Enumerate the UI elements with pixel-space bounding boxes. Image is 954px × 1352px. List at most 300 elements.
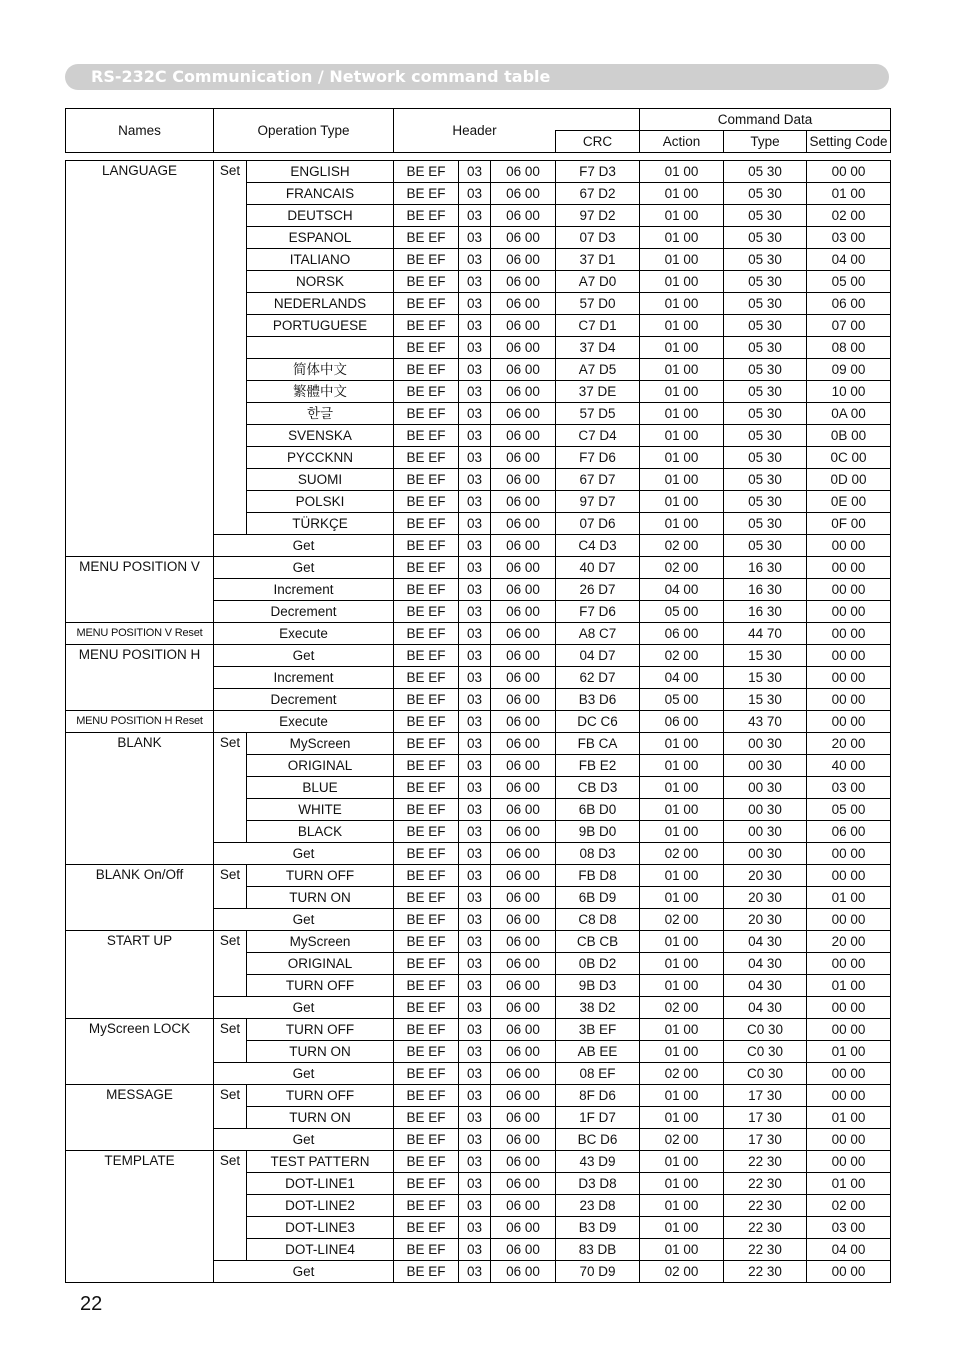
type-value: 05 30 [724,249,807,271]
action-value: 05 00 [640,689,724,711]
header-byte-1: BE EF [394,491,459,513]
action-value: 01 00 [640,205,724,227]
type-value: 17 30 [724,1085,807,1107]
operation-type: Increment [214,579,394,601]
crc-value: BC D6 [556,1129,640,1151]
setting-code-value: 00 00 [807,1129,891,1151]
action-value: 01 00 [640,447,724,469]
header-byte-2: 03 [459,1107,491,1129]
type-value: 20 30 [724,909,807,931]
table-row [66,161,891,183]
header-byte-2: 03 [459,425,491,447]
setting-code-value: 00 00 [807,557,891,579]
action-value: 01 00 [640,887,724,909]
action-value: 01 00 [640,1195,724,1217]
crc-value: FB CA [556,733,640,755]
header-byte-2: 03 [459,975,491,997]
crc-value: C4 D3 [556,535,640,557]
header-byte-3: 06 00 [491,535,556,557]
header-byte-3: 06 00 [491,711,556,733]
type-value: 05 30 [724,381,807,403]
action-value: 01 00 [640,227,724,249]
action-value: 02 00 [640,1129,724,1151]
setting-code-value: 00 00 [807,1019,891,1041]
operation-option: ENGLISH [247,161,394,183]
header-byte-3: 06 00 [491,733,556,755]
operation-type: Get [214,645,394,667]
operation-option: ESPANOL [247,227,394,249]
operation-type: Get [214,557,394,579]
setting-code-value: 00 00 [807,711,891,733]
setting-code-value: 07 00 [807,315,891,337]
header-byte-1: BE EF [394,711,459,733]
setting-code-value: 20 00 [807,733,891,755]
setting-code-value: 01 00 [807,1107,891,1129]
set-label: Set [214,1085,247,1129]
header-byte-3: 06 00 [491,997,556,1019]
header-byte-2: 03 [459,1261,491,1283]
operation-option: BLUE [247,777,394,799]
header-byte-2: 03 [459,667,491,689]
header-byte-1: BE EF [394,469,459,491]
crc-value: 40 D7 [556,557,640,579]
setting-code-value: 00 00 [807,843,891,865]
setting-code-value: 40 00 [807,755,891,777]
type-value: 00 30 [724,733,807,755]
operation-type: Get [214,997,394,1019]
type-value: 17 30 [724,1129,807,1151]
action-value: 01 00 [640,1107,724,1129]
action-value: 01 00 [640,865,724,887]
set-label: Set [214,733,247,843]
setting-code-value: 01 00 [807,1173,891,1195]
table-row [66,1019,891,1041]
crc-value: DC C6 [556,711,640,733]
header-byte-2: 03 [459,1151,491,1173]
header-byte-3: 06 00 [491,1239,556,1261]
header-byte-2: 03 [459,1217,491,1239]
type-value: 05 30 [724,337,807,359]
operation-option: FRANCAIS [247,183,394,205]
header-byte-3: 06 00 [491,557,556,579]
setting-code-value: 02 00 [807,205,891,227]
setting-code-value: 00 00 [807,579,891,601]
header-byte-1: BE EF [394,513,459,535]
crc-value: B3 D9 [556,1217,640,1239]
header-byte-2: 03 [459,821,491,843]
operation-option: MyScreen [247,931,394,953]
setting-code-value: 00 00 [807,1151,891,1173]
operation-type: Decrement [214,601,394,623]
crc-value: C8 D8 [556,909,640,931]
header-byte-1: BE EF [394,645,459,667]
type-value: 20 30 [724,887,807,909]
command-name: TEMPLATE [66,1151,214,1283]
crc-value: 97 D2 [556,205,640,227]
header-byte-3: 06 00 [491,381,556,403]
operation-option: DOT-LINE3 [247,1217,394,1239]
setting-code-value: 0E 00 [807,491,891,513]
action-value: 04 00 [640,667,724,689]
header-byte-3: 06 00 [491,601,556,623]
operation-type: Get [214,1261,394,1283]
crc-value: 43 D9 [556,1151,640,1173]
crc-value: AB EE [556,1041,640,1063]
header-byte-3: 06 00 [491,623,556,645]
header-byte-3: 06 00 [491,975,556,997]
header-byte-3: 06 00 [491,271,556,293]
header-byte-2: 03 [459,249,491,271]
action-value: 01 00 [640,381,724,403]
crc-value: 07 D6 [556,513,640,535]
crc-value: 37 D1 [556,249,640,271]
header-byte-1: BE EF [394,1019,459,1041]
set-label: Set [214,1151,247,1261]
header-byte-2: 03 [459,887,491,909]
type-value: C0 30 [724,1063,807,1085]
setting-code-value: 00 00 [807,535,891,557]
command-name: MENU POSITION V [66,557,214,623]
operation-option: DEUTSCH [247,205,394,227]
header-byte-2: 03 [459,1173,491,1195]
header-byte-2: 03 [459,293,491,315]
set-label: Set [214,1019,247,1063]
table-row [66,1151,891,1173]
action-value: 06 00 [640,623,724,645]
header-byte-3: 06 00 [491,469,556,491]
type-value: 22 30 [724,1217,807,1239]
header-byte-1: BE EF [394,557,459,579]
header-byte-3: 06 00 [491,667,556,689]
type-value: 00 30 [724,777,807,799]
crc-value: A8 C7 [556,623,640,645]
header-byte-2: 03 [459,843,491,865]
header-byte-2: 03 [459,491,491,513]
operation-type: Execute [214,711,394,733]
header-header: Header [394,109,556,153]
crc-value: 62 D7 [556,667,640,689]
operation-option: POLSKI [247,491,394,513]
setting-code-value: 00 00 [807,1063,891,1085]
action-value: 01 00 [640,469,724,491]
header-type: Type [724,131,807,153]
type-value: 05 30 [724,315,807,337]
operation-option: NEDERLANDS [247,293,394,315]
crc-value: CB CB [556,931,640,953]
setting-code-value: 01 00 [807,975,891,997]
action-value: 01 00 [640,1217,724,1239]
header-byte-3: 06 00 [491,447,556,469]
action-value: 01 00 [640,293,724,315]
header-byte-1: BE EF [394,821,459,843]
action-value: 01 00 [640,733,724,755]
command-table-body [66,161,891,1283]
operation-option: TEST PATTERN [247,1151,394,1173]
header-byte-2: 03 [459,909,491,931]
header-byte-1: BE EF [394,733,459,755]
operation-option: TURN OFF [247,975,394,997]
action-value: 01 00 [640,491,724,513]
type-value: 05 30 [724,447,807,469]
command-name: MESSAGE [66,1085,214,1151]
operation-type: Increment [214,667,394,689]
setting-code-value: 05 00 [807,799,891,821]
type-value: 05 30 [724,469,807,491]
crc-value: 37 DE [556,381,640,403]
header-crc: CRC [556,131,640,153]
operation-option: ORIGINAL [247,953,394,975]
header-byte-2: 03 [459,227,491,249]
type-value: C0 30 [724,1041,807,1063]
header-byte-3: 06 00 [491,843,556,865]
header-byte-2: 03 [459,1041,491,1063]
setting-code-value: 02 00 [807,1195,891,1217]
crc-value: 57 D0 [556,293,640,315]
operation-option: TURN OFF [247,1019,394,1041]
operation-option: TURN ON [247,1041,394,1063]
type-value: 05 30 [724,535,807,557]
crc-value: A7 D0 [556,271,640,293]
action-value: 01 00 [640,799,724,821]
header-byte-1: BE EF [394,227,459,249]
crc-value: D3 D8 [556,1173,640,1195]
setting-code-value: 00 00 [807,1085,891,1107]
type-value: 04 30 [724,953,807,975]
action-value: 01 00 [640,425,724,447]
setting-code-value: 00 00 [807,623,891,645]
header-byte-3: 06 00 [491,491,556,513]
header-byte-2: 03 [459,997,491,1019]
header-command-data: Command Data [640,109,891,131]
header-byte-3: 06 00 [491,513,556,535]
action-value: 01 00 [640,1173,724,1195]
type-value: 20 30 [724,865,807,887]
header-byte-3: 06 00 [491,821,556,843]
operation-option: BLACK [247,821,394,843]
header-byte-1: BE EF [394,1261,459,1283]
crc-value: C7 D1 [556,315,640,337]
header-byte-2: 03 [459,1063,491,1085]
crc-value: 6B D9 [556,887,640,909]
type-value: 05 30 [724,271,807,293]
header-byte-1: BE EF [394,161,459,183]
action-value: 01 00 [640,1041,724,1063]
header-byte-1: BE EF [394,1151,459,1173]
type-value: 05 30 [724,403,807,425]
action-value: 05 00 [640,601,724,623]
header-byte-3: 06 00 [491,249,556,271]
type-value: 05 30 [724,359,807,381]
setting-code-value: 01 00 [807,887,891,909]
header-byte-1: BE EF [394,997,459,1019]
header-byte-2: 03 [459,513,491,535]
setting-code-value: 08 00 [807,337,891,359]
action-value: 01 00 [640,161,724,183]
header-byte-3: 06 00 [491,953,556,975]
header-byte-1: BE EF [394,799,459,821]
command-name: BLANK On/Off [66,865,214,931]
crc-value: B3 D6 [556,689,640,711]
operation-type: Get [214,535,394,557]
type-value: 15 30 [724,667,807,689]
table-row [66,623,891,645]
setting-code-value: 00 00 [807,645,891,667]
setting-code-value: 00 00 [807,865,891,887]
type-value: 00 30 [724,821,807,843]
setting-code-value: 03 00 [807,227,891,249]
type-value: 15 30 [724,645,807,667]
header-byte-2: 03 [459,755,491,777]
crc-value: 08 EF [556,1063,640,1085]
setting-code-value: 09 00 [807,359,891,381]
type-value: 05 30 [724,205,807,227]
operation-option: NORSK [247,271,394,293]
header-byte-2: 03 [459,337,491,359]
action-value: 01 00 [640,755,724,777]
header-byte-3: 06 00 [491,337,556,359]
header-byte-1: BE EF [394,359,459,381]
header-byte-2: 03 [459,183,491,205]
operation-option: WHITE [247,799,394,821]
header-byte-2: 03 [459,381,491,403]
setting-code-value: 0A 00 [807,403,891,425]
action-value: 02 00 [640,1063,724,1085]
operation-option: ORIGINAL [247,755,394,777]
table-row [66,733,891,755]
header-byte-3: 06 00 [491,1217,556,1239]
section-title-bar [65,64,889,90]
setting-code-value: 01 00 [807,183,891,205]
header-byte-3: 06 00 [491,1195,556,1217]
header-byte-2: 03 [459,1085,491,1107]
operation-type: Get [214,843,394,865]
header-row-1 [66,109,891,131]
header-byte-2: 03 [459,601,491,623]
header-byte-2: 03 [459,469,491,491]
header-byte-2: 03 [459,535,491,557]
action-value: 01 00 [640,403,724,425]
crc-value: 9B D3 [556,975,640,997]
header-byte-1: BE EF [394,535,459,557]
type-value: 22 30 [724,1195,807,1217]
operation-type: Execute [214,623,394,645]
header-byte-3: 06 00 [491,1261,556,1283]
crc-value: 3B EF [556,1019,640,1041]
setting-code-value: 00 00 [807,997,891,1019]
type-value: 22 30 [724,1239,807,1261]
command-name: MENU POSITION H Reset [66,711,214,733]
setting-code-value: 00 00 [807,953,891,975]
crc-value: 26 D7 [556,579,640,601]
setting-code-value: 0B 00 [807,425,891,447]
crc-value: FB E2 [556,755,640,777]
header-byte-1: BE EF [394,579,459,601]
crc-value: 08 D3 [556,843,640,865]
crc-value: 67 D2 [556,183,640,205]
header-byte-1: BE EF [394,601,459,623]
operation-option: TURN OFF [247,1085,394,1107]
header-byte-1: BE EF [394,1063,459,1085]
table-row [66,1085,891,1107]
crc-value: CB D3 [556,777,640,799]
setting-code-value: 00 00 [807,909,891,931]
type-value: 22 30 [724,1151,807,1173]
header-names: Names [66,109,214,153]
operation-type: Get [214,1129,394,1151]
setting-code-value: 03 00 [807,1217,891,1239]
header-byte-1: BE EF [394,315,459,337]
header-byte-3: 06 00 [491,1063,556,1085]
action-value: 01 00 [640,337,724,359]
type-value: 05 30 [724,183,807,205]
header-operation-type: Operation Type [214,109,394,153]
operation-option: TURN OFF [247,865,394,887]
setting-code-value: 04 00 [807,249,891,271]
header-byte-3: 06 00 [491,161,556,183]
crc-value: 67 D7 [556,469,640,491]
action-value: 01 00 [640,359,724,381]
header-byte-3: 06 00 [491,1041,556,1063]
header-byte-1: BE EF [394,403,459,425]
setting-code-value: 00 00 [807,689,891,711]
type-value: 05 30 [724,425,807,447]
setting-code-value: 0F 00 [807,513,891,535]
type-value: 04 30 [724,997,807,1019]
header-byte-2: 03 [459,799,491,821]
type-value: 16 30 [724,557,807,579]
header-byte-3: 06 00 [491,359,556,381]
header-byte-1: BE EF [394,887,459,909]
action-value: 01 00 [640,821,724,843]
action-value: 01 00 [640,249,724,271]
header-byte-2: 03 [459,689,491,711]
header-byte-1: BE EF [394,777,459,799]
header-byte-1: BE EF [394,271,459,293]
header-byte-2: 03 [459,1129,491,1151]
action-value: 01 00 [640,1019,724,1041]
header-byte-2: 03 [459,777,491,799]
header-byte-1: BE EF [394,755,459,777]
action-value: 01 00 [640,1151,724,1173]
crc-value: F7 D6 [556,447,640,469]
type-value: 04 30 [724,975,807,997]
header-byte-1: BE EF [394,1173,459,1195]
header-byte-1: BE EF [394,425,459,447]
header-byte-1: BE EF [394,337,459,359]
crc-value: 70 D9 [556,1261,640,1283]
crc-value: 8F D6 [556,1085,640,1107]
action-value: 04 00 [640,579,724,601]
action-value: 01 00 [640,513,724,535]
crc-value: F7 D3 [556,161,640,183]
header-byte-1: BE EF [394,1085,459,1107]
type-value: 16 30 [724,579,807,601]
header-byte-2: 03 [459,403,491,425]
header-byte-1: BE EF [394,931,459,953]
header-byte-3: 06 00 [491,315,556,337]
action-value: 01 00 [640,931,724,953]
header-byte-3: 06 00 [491,579,556,601]
type-value: 05 30 [724,161,807,183]
action-value: 01 00 [640,1085,724,1107]
crc-value: 04 D7 [556,645,640,667]
command-name: LANGUAGE [66,161,214,557]
operation-type: Get [214,1063,394,1085]
header-byte-3: 06 00 [491,887,556,909]
operation-option: DOT-LINE2 [247,1195,394,1217]
header-byte-2: 03 [459,953,491,975]
table-row [66,865,891,887]
